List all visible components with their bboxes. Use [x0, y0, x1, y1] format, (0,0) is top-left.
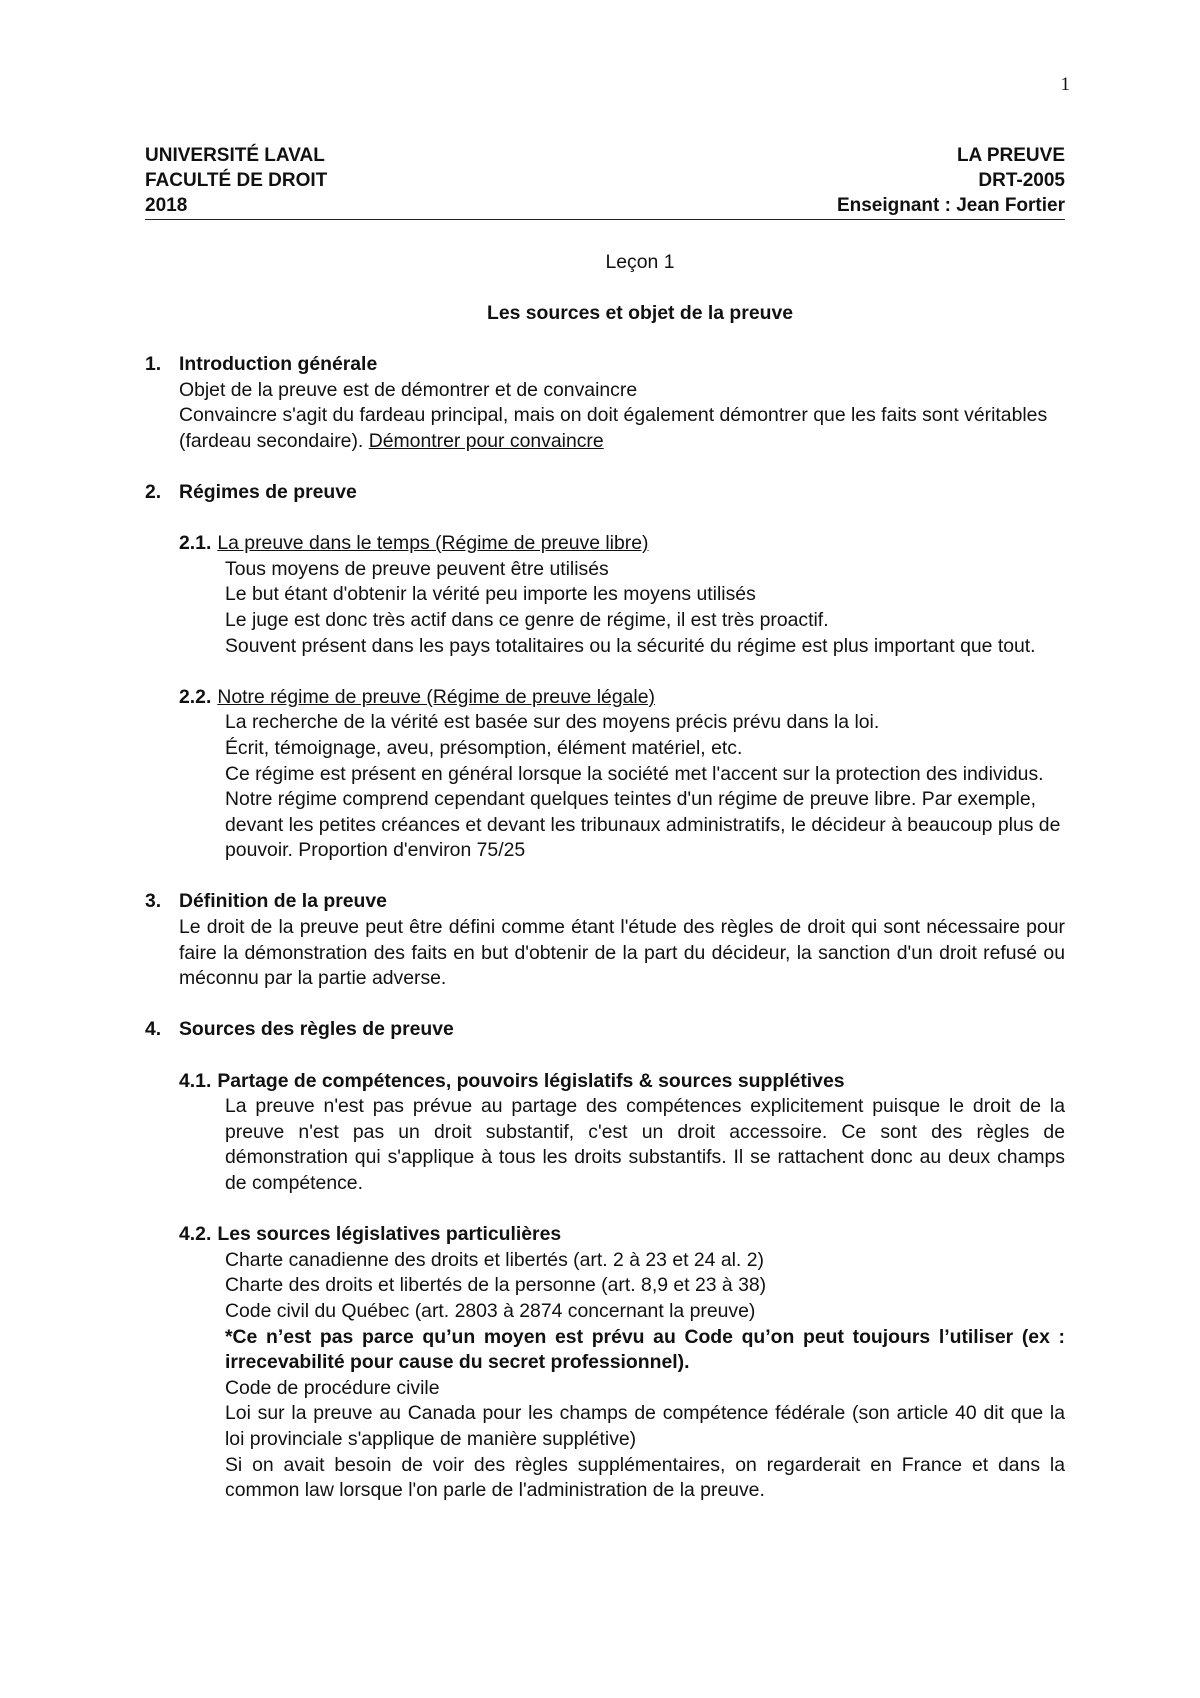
- subsection-number: 4.2.: [179, 1223, 212, 1246]
- document-header: [145, 143, 1065, 220]
- header-year: 2018: [145, 195, 188, 216]
- paragraph: Objet de la preuve est de démontrer et de convaincre: [179, 378, 638, 401]
- lesson-label: Leçon 1: [605, 251, 675, 273]
- subsection-2-2-heading: [145, 685, 1065, 711]
- paragraph: Ce régime est présent en général lorsque la société met l'accent sur la protection des individus.: [225, 762, 1044, 785]
- subsection-number: 2.1.: [179, 532, 212, 555]
- paragraph: La recherche de la vérité est basée sur des moyens précis prévu dans la loi.: [225, 711, 880, 734]
- paragraph: Code civil du Québec (art. 2803 à 2874 concernant la preuve): [225, 1299, 756, 1322]
- subsection-title: Partage de compétences, pouvoirs législatifs & sources supplétives: [217, 1069, 845, 1092]
- paragraph: Tous moyens de preuve peuvent être utilisés: [225, 557, 609, 580]
- page-number: 1: [1060, 74, 1070, 95]
- subsection-number: 2.2.: [179, 685, 212, 708]
- document-body: [145, 352, 1065, 1504]
- section-number: 2.: [145, 480, 162, 503]
- header-course-code: DRT-2005: [978, 170, 1065, 191]
- subsection-2-1-heading: [145, 531, 1065, 557]
- subsection-title: La preuve dans le temps (Régime de preuve libre): [217, 532, 649, 555]
- paragraph: Charte canadienne des droits et libertés (art. 2 à 23 et 24 al. 2): [225, 1248, 764, 1271]
- subsection-title: Notre régime de preuve (Régime de preuve légale): [217, 685, 655, 708]
- paragraph: Loi sur la preuve au Canada pour les champs de compétence fédérale (son article 40 dit que la loi provinciale s'applique de manière supplétive): [225, 1402, 1065, 1450]
- section-number: 3.: [145, 890, 162, 913]
- section-number: 1.: [145, 353, 162, 375]
- section-number: 4.: [145, 1018, 162, 1041]
- paragraph: Le droit de la preuve peut être défini comme étant l'étude des règles de droit qui sont nécessaire pour faire la démonstration des faits en but d'obtenir de la part du décideur, la sanction d'un droit refusé ou méconnu par la partie adverse.: [179, 916, 1065, 990]
- subsection-title: Les sources législatives particulières: [217, 1223, 562, 1246]
- paragraph: Souvent présent dans les pays totalitaires ou la sécurité du régime est plus important que tout.: [225, 634, 1036, 657]
- paragraph: Le juge est donc très actif dans ce genre de régime, il est très proactif.: [225, 608, 829, 631]
- paragraph: Code de procédure civile: [225, 1376, 440, 1399]
- subsection-4-2-heading: [145, 1222, 1065, 1248]
- paragraph: Convaincre s'agit du fardeau principal, mais on doit également démontrer que les faits sont véritables (fardeau secondaire). Démontrer pour convaincre: [179, 404, 1048, 452]
- paragraph: Le but étant d'obtenir la vérité peu importe les moyens utilisés: [225, 583, 756, 606]
- header-university: UNIVERSITÉ LAVAL: [145, 145, 325, 166]
- paragraph: La preuve n'est pas prévue au partage des compétences explicitement puisque le droit de la preuve n'est pas un droit substantif, c'est un droit accessoire. Ce sont des règles de démonstration qui s'applique à tous les droits substantifs. Il se rattachent donc au deux champs de compétence.: [225, 1095, 1065, 1194]
- section-title: Introduction générale: [179, 353, 378, 375]
- paragraph: Si on avait besoin de voir des règles supplémentaires, on regarderait en France et dans la common law lorsque l'on parle de l'administration de la preuve.: [225, 1453, 1065, 1502]
- underlined-text: Démontrer pour convaincre: [368, 429, 604, 452]
- paragraph: Charte des droits et libertés de la personne (art. 8,9 et 23 à 38): [225, 1274, 767, 1297]
- section-3-heading: [145, 889, 1065, 915]
- subsection-4-1-heading: [145, 1069, 1065, 1095]
- section-4-heading: [145, 1017, 1065, 1043]
- section-title: Définition de la preuve: [179, 890, 387, 913]
- section-2-heading: [145, 480, 1065, 506]
- section-title: Régimes de preuve: [179, 480, 357, 503]
- paragraph: Écrit, témoignage, aveu, présomption, élément matériel, etc.: [225, 736, 743, 759]
- header-course-name: LA PREUVE: [956, 145, 1065, 166]
- header-teacher: Enseignant : Jean Fortier: [836, 195, 1065, 216]
- lesson-title: Les sources et objet de la preuve: [486, 302, 794, 324]
- subsection-number: 4.1.: [179, 1069, 212, 1092]
- section-1-heading: [145, 352, 1065, 378]
- paragraph: Notre régime comprend cependant quelques teintes d'un régime de preuve libre. Par exemple, devant les petites créances et devant les tribunaux administratifs, le décideur à beaucoup plus de pouvoir. Proportion d'environ 75/25: [225, 788, 1061, 862]
- header-faculty: FACULTÉ DE DROIT: [145, 170, 328, 191]
- section-title: Sources des règles de preuve: [179, 1018, 454, 1041]
- bold-note: *Ce n’est pas parce qu’un moyen est prévu au Code qu’on peut toujours l’utiliser (ex : irrecevabilité pour cause du secret professionnel).: [225, 1325, 1065, 1374]
